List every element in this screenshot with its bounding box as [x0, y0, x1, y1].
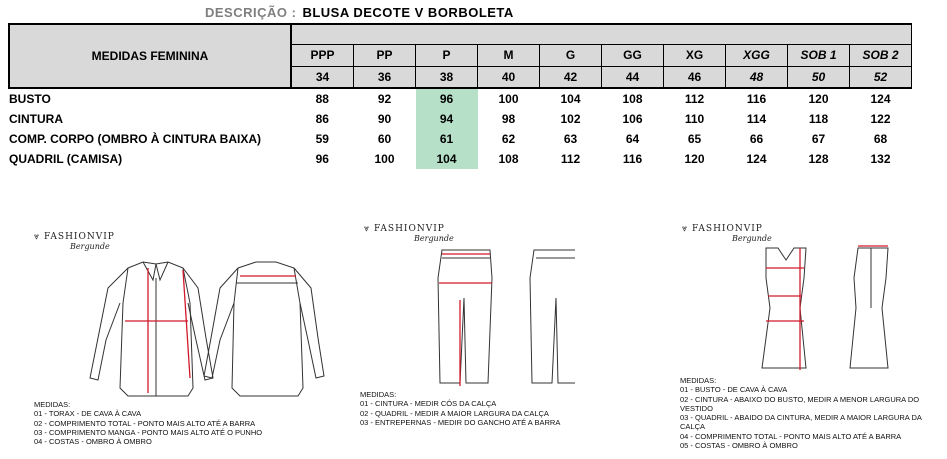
measure-cell: 112: [684, 92, 705, 106]
measure-cell: 68: [873, 132, 888, 146]
measure-cell: 104: [560, 92, 581, 106]
size-number: 34: [291, 67, 354, 88]
measure-cell: 132: [870, 152, 891, 166]
measure-cell: 64: [625, 132, 640, 146]
measure-cell: 128: [808, 152, 829, 166]
measure-cell: 120: [808, 92, 829, 106]
size-number: 36: [354, 67, 416, 88]
row-label: BUSTO: [9, 92, 51, 106]
size-number: 40: [478, 67, 540, 88]
measure-cell: 94: [416, 109, 478, 129]
measure-cell: 102: [560, 112, 581, 126]
measure-cell: 110: [684, 112, 705, 126]
measure-cell: 96: [315, 152, 329, 166]
measure-cell: 112: [560, 152, 581, 166]
row-label: COMP. CORPO (OMBRO À CINTURA BAIXA): [9, 132, 261, 146]
measure-cell: 96: [416, 88, 478, 109]
shirt-diagram: [28, 228, 328, 403]
size-table: [8, 23, 912, 169]
measure-cell: 65: [687, 132, 702, 146]
dress-guide: [678, 218, 946, 451]
measure-cell: 62: [501, 132, 516, 146]
size-header: PPP: [291, 44, 354, 67]
measure-cell: 114: [746, 112, 767, 126]
size-header: SOB 1: [788, 44, 850, 67]
measure-cell: 124: [746, 152, 767, 166]
size-number: 44: [602, 67, 664, 88]
measure-cell: 90: [377, 112, 392, 126]
measure-cell: 61: [416, 129, 478, 149]
size-number: 48: [726, 67, 788, 88]
table-row: [9, 109, 912, 129]
measure-cell: 100: [498, 92, 519, 106]
measure-cell: 108: [622, 92, 643, 106]
size-number: 52: [850, 67, 912, 88]
measure-cell: 108: [498, 152, 519, 166]
brand-logo: ⩔ FASHIONVIP Bergunde: [34, 232, 115, 251]
size-header: M: [478, 44, 540, 67]
pants-diagram: [360, 218, 575, 393]
measure-cell: 120: [684, 152, 705, 166]
row-label: QUADRIL (CAMISA): [9, 152, 123, 166]
size-header: P: [416, 44, 478, 67]
size-number: 42: [540, 67, 602, 88]
size-header: PP: [354, 44, 416, 67]
dress-diagram: [678, 218, 946, 378]
description-title: [205, 5, 514, 20]
dress-notes: MEDIDAS: 01 - BUSTO - DE CAVA À CAVA 02 - CINTURA - ABAIXO DO BUSTO, MEDIR A MENOR LARGURA DO VESTIDO 03 - QUADRIL - ABAIDO DA CINTURA, MEDIR A MAIOR LARGURA DA CALÇA 04 - COMPRIMENTO TOTAL - PONTO MAIS ALTO ATÉ A BARRA 05 - COSTAS - OMBRO À OMBRO: [680, 376, 922, 451]
row-label: CINTURA: [9, 112, 63, 126]
measure-cell: 118: [808, 112, 829, 126]
measure-cell: 67: [811, 132, 826, 146]
measure-cell: 106: [622, 112, 643, 126]
size-number: 46: [664, 67, 726, 88]
measure-cell: 88: [315, 92, 329, 106]
brand-logo: ⩔ FASHIONVIP Bergunde: [682, 224, 772, 243]
measure-cell: 63: [563, 132, 578, 146]
measure-cell: 66: [749, 132, 764, 146]
size-header: GG: [602, 44, 664, 67]
shirt-notes: MEDIDAS: 01 - TORAX - DE CAVA À CAVA 02 - COMPRIMENTO TOTAL - PONTO MAIS ALTO ATÉ A BARRA 03 - COMPRIMENTO MANGA - PONTO MAIS ALTO ATÉ O PUNHO 04 - COSTAS - OMBRO À OMBRO: [34, 400, 263, 447]
brand-icon: ⩔: [364, 224, 371, 234]
size-number: 38: [416, 67, 478, 88]
table-row: [9, 149, 912, 169]
table-title: MEDIDAS FEMININA: [9, 24, 291, 88]
brand-icon: ⩔: [682, 224, 689, 234]
measure-cell: 98: [501, 112, 516, 126]
table-row: [9, 129, 912, 149]
pants-guide: [360, 218, 575, 434]
measure-cell: 104: [416, 149, 478, 169]
size-header: XGG: [726, 44, 788, 67]
measure-cell: 92: [377, 92, 392, 106]
shirt-guide: [28, 228, 328, 454]
size-header: G: [540, 44, 602, 67]
measure-cell: 124: [870, 92, 891, 106]
brand-logo: ⩔ FASHIONVIP Bergunde: [364, 224, 454, 243]
measure-cell: 59: [315, 132, 329, 146]
table-row: [9, 88, 912, 109]
description-label: DESCRIÇÃO :: [205, 5, 297, 20]
measure-cell: 86: [315, 112, 329, 126]
description-value: BLUSA DECOTE V BORBOLETA: [302, 5, 514, 20]
size-number: 50: [788, 67, 850, 88]
brand-icon: ⩔: [34, 232, 41, 242]
measure-cell: 116: [622, 152, 643, 166]
measure-cell: 100: [374, 152, 395, 166]
pants-notes: MEDIDAS: 01 - CINTURA - MEDIR CÓS DA CALÇA 02 - QUADRIL - MEDIR A MAIOR LARGURA DA CALÇA 03 - ENTREPERNAS - MEDIR DO GANCHO ATÉ A BARRA: [360, 390, 561, 427]
size-header: SOB 2: [850, 44, 912, 67]
measure-cell: 122: [870, 112, 891, 126]
size-header: XG: [664, 44, 726, 67]
measure-cell: 60: [377, 132, 392, 146]
header-spacer: [291, 24, 912, 44]
measure-cell: 116: [746, 92, 767, 106]
